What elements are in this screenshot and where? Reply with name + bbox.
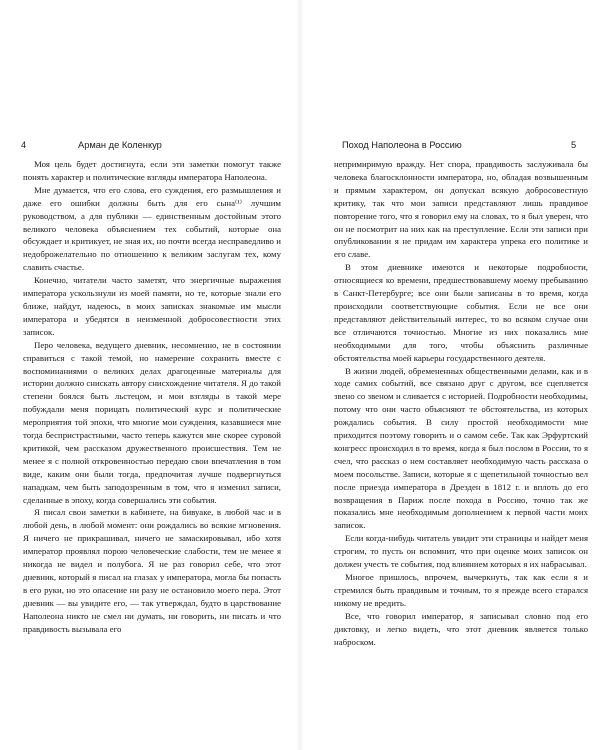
paragraph: В жизни людей, обремененных общественными делами, как и в ходе самих событий, все связано друг с другом, все сцепляется звено со звеном и сливается с историей. Подробности необходимы, потому что они часто объясняют те обстоятельства, из которых рождались события. В силу простой необходимости мне приходится поэтому говорить и о самом себе. Так как Эрфуртский конгресс происходил в то время, когда я был послом в России, то я счел, что рассказ о нем составляет необходимую часть рассказа о моем посольстве. Записи, которые я с щепетильной точностью вел после приезда императора в Дрезден в 1812 г. и вплоть до его возвращения в Париж после похода в Россию, точно так же показались мне необходимым дополнением к первой части моих записок. — [334, 365, 588, 531]
paragraph: Конечно, читатели часто заметят, что энергичные выражения императора ускользнули из моей памяти, но те, которые знали его ближе, найдут, надеюсь, в моих записках знакомые им мысли императора и убедятся в неизменной добросовестности этих записок. — [23, 275, 281, 337]
right-page-number: 5 — [571, 140, 577, 150]
left-page-number: 4 — [21, 140, 27, 150]
right-running-title: Поход Наполеона в Россию — [342, 140, 462, 150]
right-page — [300, 0, 600, 750]
paragraph: Если когда-нибудь читатель увидит эти страницы и найдет меня строгим, то пусть он вспомнит, что при оценке моих записок он должен учесть те события, под влиянием которых я их набрасывал. — [334, 533, 588, 570]
left-running-title: Арман де Коленкур — [78, 140, 162, 150]
paragraph: В этом дневнике имеются и некоторые подробности, относящиеся ко времени, предшествовавшему моему пребыванию в Санкт-Петербурге; все они были записаны в то время, когда происходили соответствующие события. Если не все они представляют действительный интерес, то во всяком случае они все отличаются точностью. Многие из них показались мне необходимыми для того, чтобы объяснить различные обстоятельства моей карьеры государственного деятеля. — [334, 262, 588, 363]
paragraph: Мне думается, что его слова, его суждения, его размышления и даже его ошибки должны быть для его сына⁽¹⁾ лучшим руководством, а для публики — единственным достойным этого великого человека объяснением тех событий, которые она обсуждает и критикует, не зная их, но почти всегда несправедливо и недоброжелательно по отношению к великим заслугам тех, кому славить счастье. — [23, 184, 281, 273]
paragraph: Я писал свои заметки в кабинете, на бивуаке, в любой час и в любой день, в любой момент: они рождались во всякие мгновения. Я ничего не прикрашивал, ничего не замаскировывал, ибо хотя император проявлял порою человеческие слабости, тем не менее я никогда не видел и полубога. Я не раз говорил себе, что этот дневник, который я писал на глазах у императора, могла бы попасть в его руки, но это опасение ни разу не остановило моего пера. Этот дневник — вы увидите его, — так утверждал, будто в царствование Наполеона никто не смел ни думать, ни говорить, ни писать и что правдивость вызывала его — [23, 507, 281, 634]
left-page-body — [23, 158, 281, 636]
paragraph: Перо человека, ведущего дневник, несомненно, не в состоянии справиться с такой темой, но намерение сохранить вместе с воспоминаниями о великих делах драгоценные материалы для истории должно снискать автору снисхождение читателя. Я до такой степени боялся быть льстецом, и мои взгляды в такой мере побуждали меня порицать политический курс и политические мероприятия той эпохи, что многие мои суждения, казавшиеся мне тогда беспристрастными, часто теперь кажутся мне скорее суровой критикой, чем рассказом дружественного происшествия. Тем не менее я с полной откровенностью передаю свои впечатления в том виде, каким они были тогда, предпочитая лучше подвергнуться нападкам, чем быть заподозренным в том, что я изменил записи, сделанные в эпоху, когда совершались эти события. — [23, 339, 281, 505]
paragraph: Все, что говорил император, я записывал словно под его диктовку, и легко видеть, что этот дневник является только наброском. — [334, 610, 588, 647]
paragraph: Моя цель будет достигнута, если эти заметки помогут также понять характер и политические взгляды императора Наполеона. — [23, 159, 281, 182]
right-page-body — [334, 158, 588, 648]
paragraph: непримиримую вражду. Нет спора, правдивость заслуживала бы человека благосклонности императора, но, обладая возвышенным и прямым характером, он допускал всякую добросовестную критику, так что мои записи представляют лишь правдивое повторение того, что я говорил ему на словах, то я был уверен, что он не посмотрит на них как на преступление. Если эти записи при опубликовании я не придам им характера упрека его политике и его славе. — [334, 159, 588, 260]
paragraph: Многое пришлось, впрочем, вычеркнуть, так как если я и стремился быть правдивым и точным, то я прежде всего старался никому не вредить. — [334, 572, 588, 608]
